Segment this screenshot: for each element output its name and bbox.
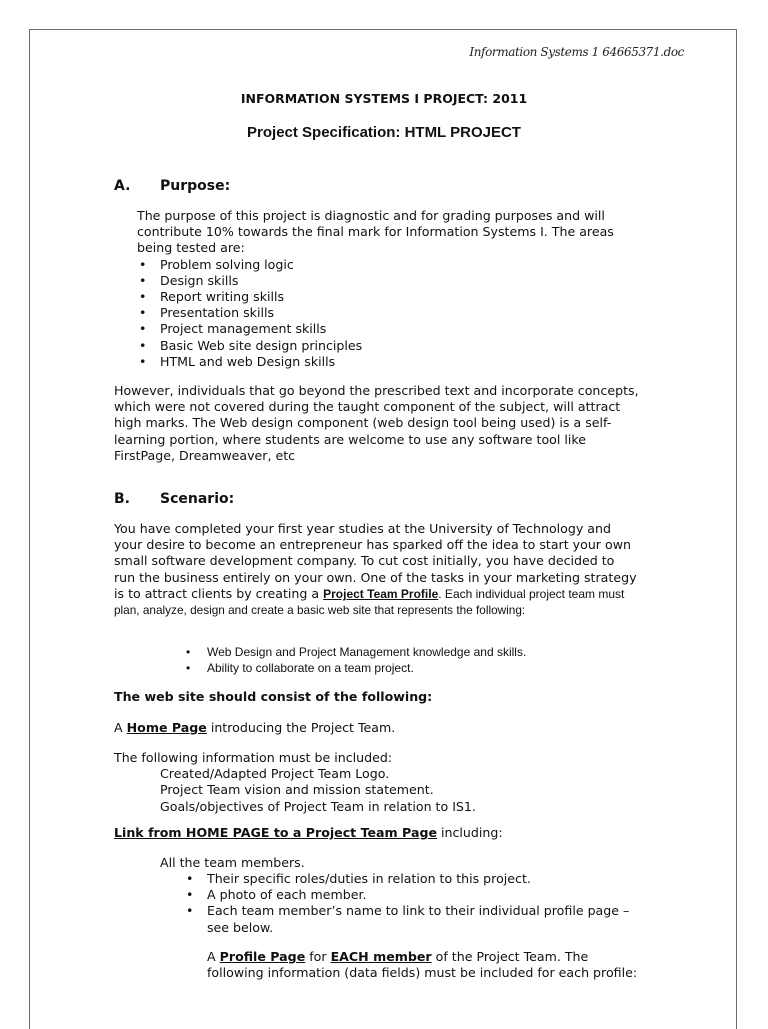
text-span: is to attract clients by creating a [114,585,324,601]
section-b-title: Scenario: [160,491,235,507]
list-item: • Project management skills [137,321,657,337]
paragraph-line: run the business entirely on your own. One of the tasks in your marketing strategy [114,569,637,585]
profile-page-term: Profile Page [219,949,306,964]
paragraph-line: small software development company. To cut cost initially, you have decided to [114,553,615,569]
paragraph-line: You have completed your first year studies at the University of Technology and [114,521,611,536]
site-heading: The web site should consist of the following: [114,689,433,704]
scenario-bullets [184,644,604,676]
paragraph-line: your desire to become an entrepreneur has sparked off the idea to start your own [114,537,631,553]
info-intro: The following information must be included: [114,750,393,765]
spec-title: Project Specification: HTML PROJECT [247,124,521,141]
list-item: • A photo of each member. [184,887,664,903]
list-item: • Presentation skills [137,305,657,321]
paragraph-line [114,586,659,602]
purpose-intro [137,208,657,370]
list-item-line: • Each team member’s name to link to their individual profile page – [207,903,630,919]
info-block [114,750,674,815]
section-a-letter: A. [114,178,131,194]
scenario-paragraph [114,521,659,618]
all-members-line: All the team members. [160,855,305,870]
section-b-letter: B. [114,491,130,507]
project-team-profile-term: Project Team Profile [323,586,439,601]
paragraph-line [207,949,657,965]
text-span: introducing the Project Team. [206,720,396,735]
section-a-title: Purpose: [160,178,231,194]
tested-areas-list [137,257,657,370]
paragraph-line: FirstPage, Dreamweaver, etc [114,447,296,463]
each-member-term: EACH member [330,949,432,964]
list-item: • Web Design and Project Management knowledge and skills. [184,644,604,660]
paragraph-line: which were not covered during the taught component of the subject, will attract [114,399,621,415]
list-item: • HTML and web Design skills [137,354,657,370]
info-item: Goals/objectives of Project Team in relation to IS1. [160,798,476,814]
paragraph-line: plan, analyze, design and create a basic web site that represents the following: [114,603,526,618]
text-span: of the Project Team. The [431,949,589,964]
text-span: including: [437,825,503,840]
text-span: for [305,949,331,964]
link-heading-line [114,825,503,841]
list-item: • Basic Web site design principles [137,338,657,354]
home-page-term: Home Page [126,720,207,735]
info-item: Project Team vision and mission statement. [160,782,434,798]
list-item: • Ability to collaborate on a team project. [184,660,604,676]
list-item: • Design skills [137,273,657,289]
header-filename: Information Systems 1 64665371.doc [469,45,684,59]
list-item: • Report writing skills [137,289,657,305]
paragraph-line: following information (data fields) must be included for each profile: [207,965,638,981]
member-bullets [184,871,664,936]
text-span: A [207,949,220,964]
paragraph-line: high marks. The Web design component (web design tool being used) is a self- [114,415,612,431]
paragraph-line: learning portion, where students are welcome to use any software tool like [114,431,586,447]
list-item: • Problem solving logic [137,257,657,273]
list-item [184,903,664,935]
purpose-intro-line: The purpose of this project is diagnostic and for grading purposes and will [137,208,605,223]
purpose-intro-line: contribute 10% towards the final mark for Information Systems I. The areas [137,224,614,240]
profile-paragraph [207,949,657,981]
purpose-intro-line: being tested are: [137,240,245,256]
list-item-line: see below. [207,919,274,935]
list-item: • Their specific roles/duties in relation to this project. [184,871,664,887]
project-title: INFORMATION SYSTEMS I PROJECT: 2011 [240,91,528,106]
info-item: Created/Adapted Project Team Logo. [160,766,390,782]
link-heading: Link from HOME PAGE to a Project Team Page [114,825,437,840]
paragraph-line: However, individuals that go beyond the prescribed text and incorporate concepts, [114,383,639,398]
home-page-line [114,720,395,736]
purpose-paragraph [114,383,659,464]
text-span: A [114,720,127,735]
text-span: . Each individual project team must [438,586,625,601]
